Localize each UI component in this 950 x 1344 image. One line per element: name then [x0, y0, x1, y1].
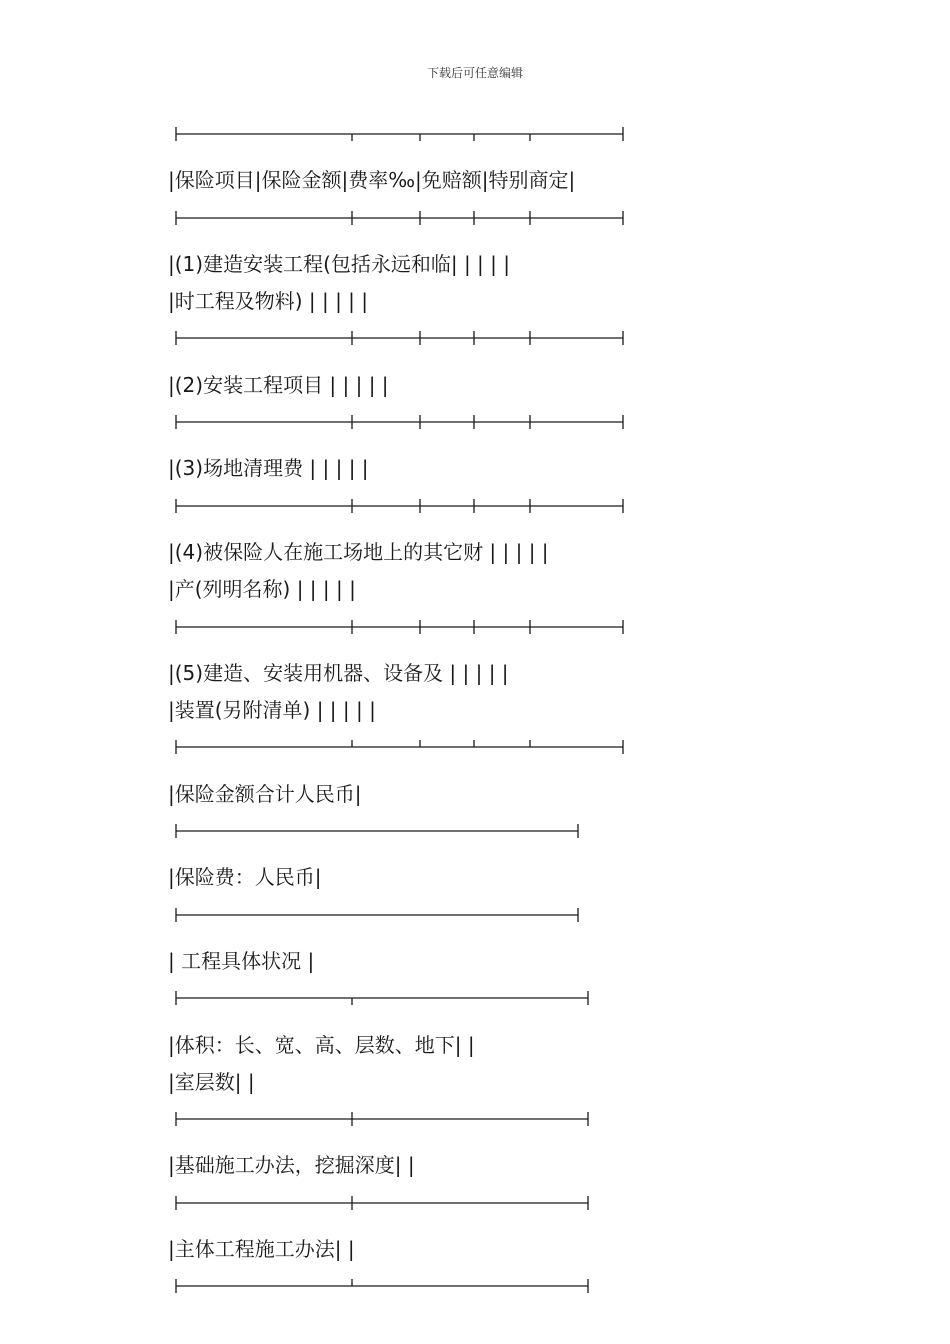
table-border-rule — [168, 1110, 627, 1147]
form-text-line: |装置(另附清单) | | | | | — [168, 698, 376, 723]
form-text-line: |(3)场地清理费 | | | | | — [168, 456, 369, 481]
table-border-rule — [168, 497, 627, 534]
form-text-line: |基础施工办法，挖掘深度| | — [168, 1153, 415, 1178]
form-text-line: |室层数| | — [168, 1069, 255, 1094]
form-text-line: |(5)建造、安装用机器、设备及 | | | | | — [168, 660, 509, 685]
table-border-rule — [168, 822, 627, 859]
form-text-line: |保险项目|保险金额|费率‰|免赔额|特别商定| — [168, 168, 576, 193]
form-text-line: |产(列明名称) | | | | | — [168, 577, 356, 602]
table-border-rule — [168, 1277, 627, 1314]
form-text-line: |主体工程施工办法| | — [168, 1237, 355, 1262]
form-text-line: |(2)安装工程项目 | | | | | — [168, 372, 389, 397]
table-border-rule — [168, 413, 627, 450]
table-border-rule — [168, 209, 627, 246]
form-text-line: |(4)被保险人在施工场地上的其它财 | | | | | — [168, 539, 549, 564]
form-text-line: |(1)建造安装工程(包括永远和临| | | | | — [168, 251, 510, 276]
table-border-rule — [168, 989, 627, 1026]
page-header: 下载后可任意编辑 — [426, 66, 523, 80]
table-border-rule — [168, 1194, 627, 1231]
table-border-rule — [168, 738, 627, 775]
table-border-rule — [168, 618, 627, 655]
form-text-line: |体积：长、宽、高、层数、地下| | — [168, 1032, 475, 1057]
table-border-rule — [168, 329, 627, 366]
form-text-line: | 工程具体状况 | — [168, 948, 315, 973]
form-text-line: |保险金额合计人民币| — [168, 781, 362, 806]
table-border-rule — [168, 906, 627, 943]
insurance-form-text-table — [168, 116, 627, 1315]
table-border-rule — [168, 125, 627, 162]
form-text-line: |时工程及物料) | | | | | — [168, 289, 369, 314]
form-text-line: |保险费：人民币| — [168, 865, 322, 890]
